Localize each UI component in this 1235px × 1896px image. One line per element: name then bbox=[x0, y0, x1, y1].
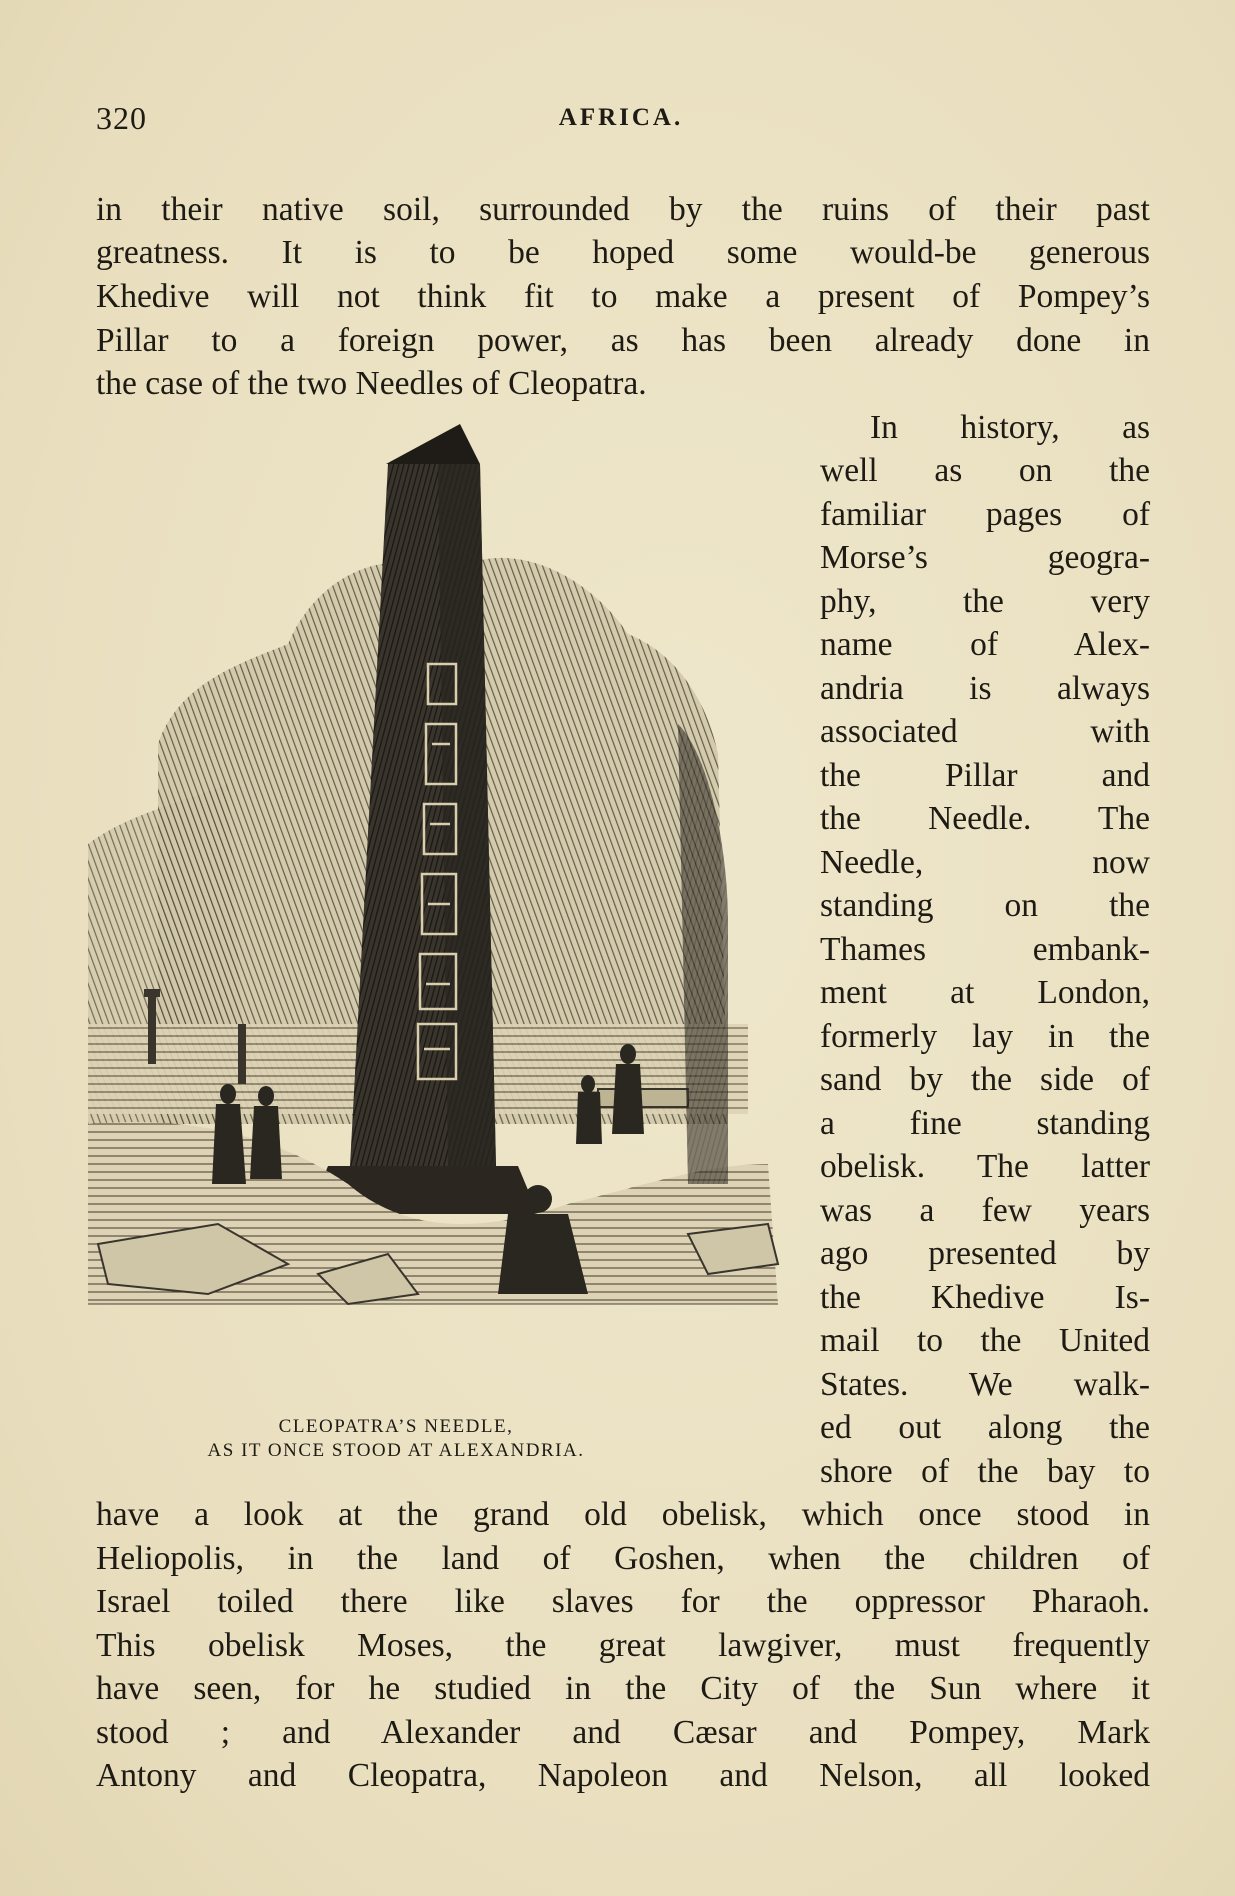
text-line: have a look at the grand old obelisk, which once stood in bbox=[96, 1496, 1150, 1533]
text-line: Heliopolis, in the land of Goshen, when the children of bbox=[96, 1540, 1150, 1577]
text-line: mail to the United bbox=[820, 1322, 1150, 1359]
text-line: was a few years bbox=[820, 1192, 1150, 1229]
text-line: the Needle. The bbox=[820, 800, 1150, 837]
text-line: Antony and Cleopatra, Napoleon and Nelson, all looked bbox=[96, 1757, 1150, 1794]
text-line: ed out along the bbox=[820, 1409, 1150, 1446]
text-line: associated with bbox=[820, 713, 1150, 750]
text-line: Thames embank- bbox=[820, 931, 1150, 968]
figure-caption-line2: AS IT ONCE STOOD AT ALEXANDRIA. bbox=[207, 1440, 585, 1461]
text-line: Morse’s geogra- bbox=[820, 539, 1150, 576]
text-line: have seen, for he studied in the City of the Sun where it bbox=[96, 1670, 1150, 1707]
text-line: standing on the bbox=[820, 887, 1150, 924]
text-line: phy, the very bbox=[820, 583, 1150, 620]
page-number: 320 bbox=[96, 100, 147, 136]
text-line: Khedive will not think fit to make a present of Pompey’s bbox=[96, 278, 1150, 315]
text-line: States. We walk- bbox=[820, 1366, 1150, 1403]
text-line: familiar pages of bbox=[820, 496, 1150, 533]
text-line: sand by the side of bbox=[820, 1061, 1150, 1098]
text-line: the Khedive Is- bbox=[820, 1279, 1150, 1316]
text-line: greatness. It is to be hoped some would-be generous bbox=[96, 234, 1150, 271]
text-line: This obelisk Moses, the great lawgiver, must frequently bbox=[96, 1627, 1150, 1664]
text-line: ago presented by bbox=[820, 1235, 1150, 1272]
text-line: ment at London, bbox=[820, 974, 1150, 1011]
text-line: the case of the two Needles of Cleopatra. bbox=[96, 365, 647, 402]
obelisk-illustration bbox=[88, 424, 808, 1396]
text-line: obelisk. The latter bbox=[820, 1148, 1150, 1185]
obelisk-engraving bbox=[88, 424, 808, 1396]
text-line: Pillar to a foreign power, as has been already done in bbox=[96, 322, 1150, 359]
text-line: a fine standing bbox=[820, 1105, 1150, 1142]
text-line: the Pillar and bbox=[820, 757, 1150, 794]
text-line: Needle, now bbox=[820, 844, 1150, 881]
text-line: stood ; and Alexander and Cæsar and Pompey, Mark bbox=[96, 1714, 1150, 1751]
text-line: well as on the bbox=[820, 452, 1150, 489]
text-line: name of Alex- bbox=[820, 626, 1150, 663]
running-head: AFRICA. bbox=[558, 104, 684, 131]
text-line: Israel toiled there like slaves for the oppressor Pharaoh. bbox=[96, 1583, 1150, 1620]
text-line: formerly lay in the bbox=[820, 1018, 1150, 1055]
figure-caption-line1: CLEOPATRA’S NEEDLE, bbox=[278, 1416, 514, 1437]
text-line: In history, as bbox=[870, 409, 1150, 446]
text-line: shore of the bay to bbox=[820, 1453, 1150, 1490]
text-line: in their native soil, surrounded by the ruins of their past bbox=[96, 191, 1150, 228]
page-header bbox=[96, 100, 1146, 140]
text-line: andria is always bbox=[820, 670, 1150, 707]
distant-minaret bbox=[148, 994, 156, 1064]
obelisk bbox=[350, 424, 496, 1166]
